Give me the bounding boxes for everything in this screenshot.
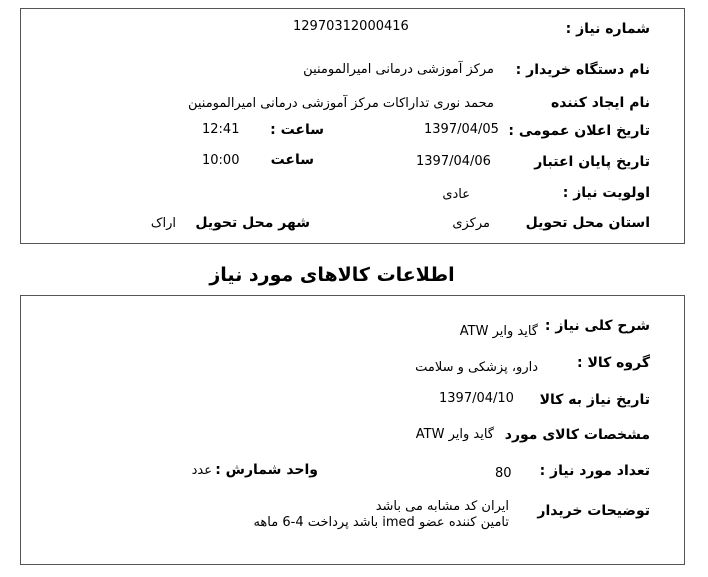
priority-label: اولویت نیاز : <box>562 185 650 201</box>
buyer-notes-label: توضیحات خریدار <box>537 503 650 519</box>
priority-value: عادی <box>442 187 470 202</box>
need-date-value: 1397/04/10 <box>439 391 514 406</box>
group-label: گروه کالا : <box>577 355 650 371</box>
announce-time-label: ساعت : <box>270 122 324 138</box>
announce-date-value: 1397/04/05 <box>424 122 499 137</box>
announce-time-value: 12:41 <box>202 122 240 137</box>
buyer-notes-line2: تامین کننده عضو imed باشد پرداخت 4-6 ماهه <box>253 515 509 530</box>
city-label: شهر محل تحویل <box>195 215 310 231</box>
need-date-label: تاریخ نیاز به کالا <box>539 392 650 408</box>
need-info-panel <box>20 8 685 244</box>
general-desc-label: شرح کلی نیاز : <box>544 318 650 334</box>
creator-label: نام ایجاد کننده <box>550 95 650 111</box>
spec-label: مشخصات کالای مورد <box>504 427 650 443</box>
quantity-value: 80 <box>495 466 512 481</box>
spec-value: گاید وایر ATW <box>415 427 494 442</box>
buyer-org-value: مرکز آموزشی درمانی امیرالمومنین <box>303 62 494 77</box>
validity-time-label: ساعت <box>270 152 314 168</box>
need-number-value: 12970312000416 <box>293 19 409 34</box>
province-label: استان محل تحویل <box>525 215 650 231</box>
goods-info-panel <box>20 295 685 565</box>
validity-time-value: 10:00 <box>202 153 240 168</box>
need-number-label: شماره نیاز : <box>565 21 650 37</box>
unit-label: واحد شمارش : <box>215 462 318 478</box>
buyer-org-label: نام دستگاه خریدار : <box>515 62 650 78</box>
province-value: مرکزی <box>452 216 490 231</box>
quantity-label: تعداد مورد نیاز : <box>539 463 650 479</box>
section-title-text: اطلاعات کالاهای مورد نیاز <box>209 264 455 286</box>
group-value: دارو، پزشکی و سلامت <box>415 360 538 375</box>
validity-date-value: 1397/04/06 <box>416 154 491 169</box>
section-title <box>0 264 708 286</box>
general-desc-value: گاید وایر ATW <box>459 324 538 339</box>
validity-date-label: تاریخ پایان اعتبار <box>534 154 650 170</box>
unit-value: عدد <box>191 463 212 478</box>
city-value: اراک <box>150 216 176 231</box>
creator-value: محمد نوری تداراکات مرکز آموزشی درمانی امیرالمومنین <box>187 96 494 111</box>
announce-date-label: تاریخ اعلان عمومی : <box>508 123 650 139</box>
buyer-notes-line1: ایران کد مشابه می باشد <box>375 499 509 514</box>
